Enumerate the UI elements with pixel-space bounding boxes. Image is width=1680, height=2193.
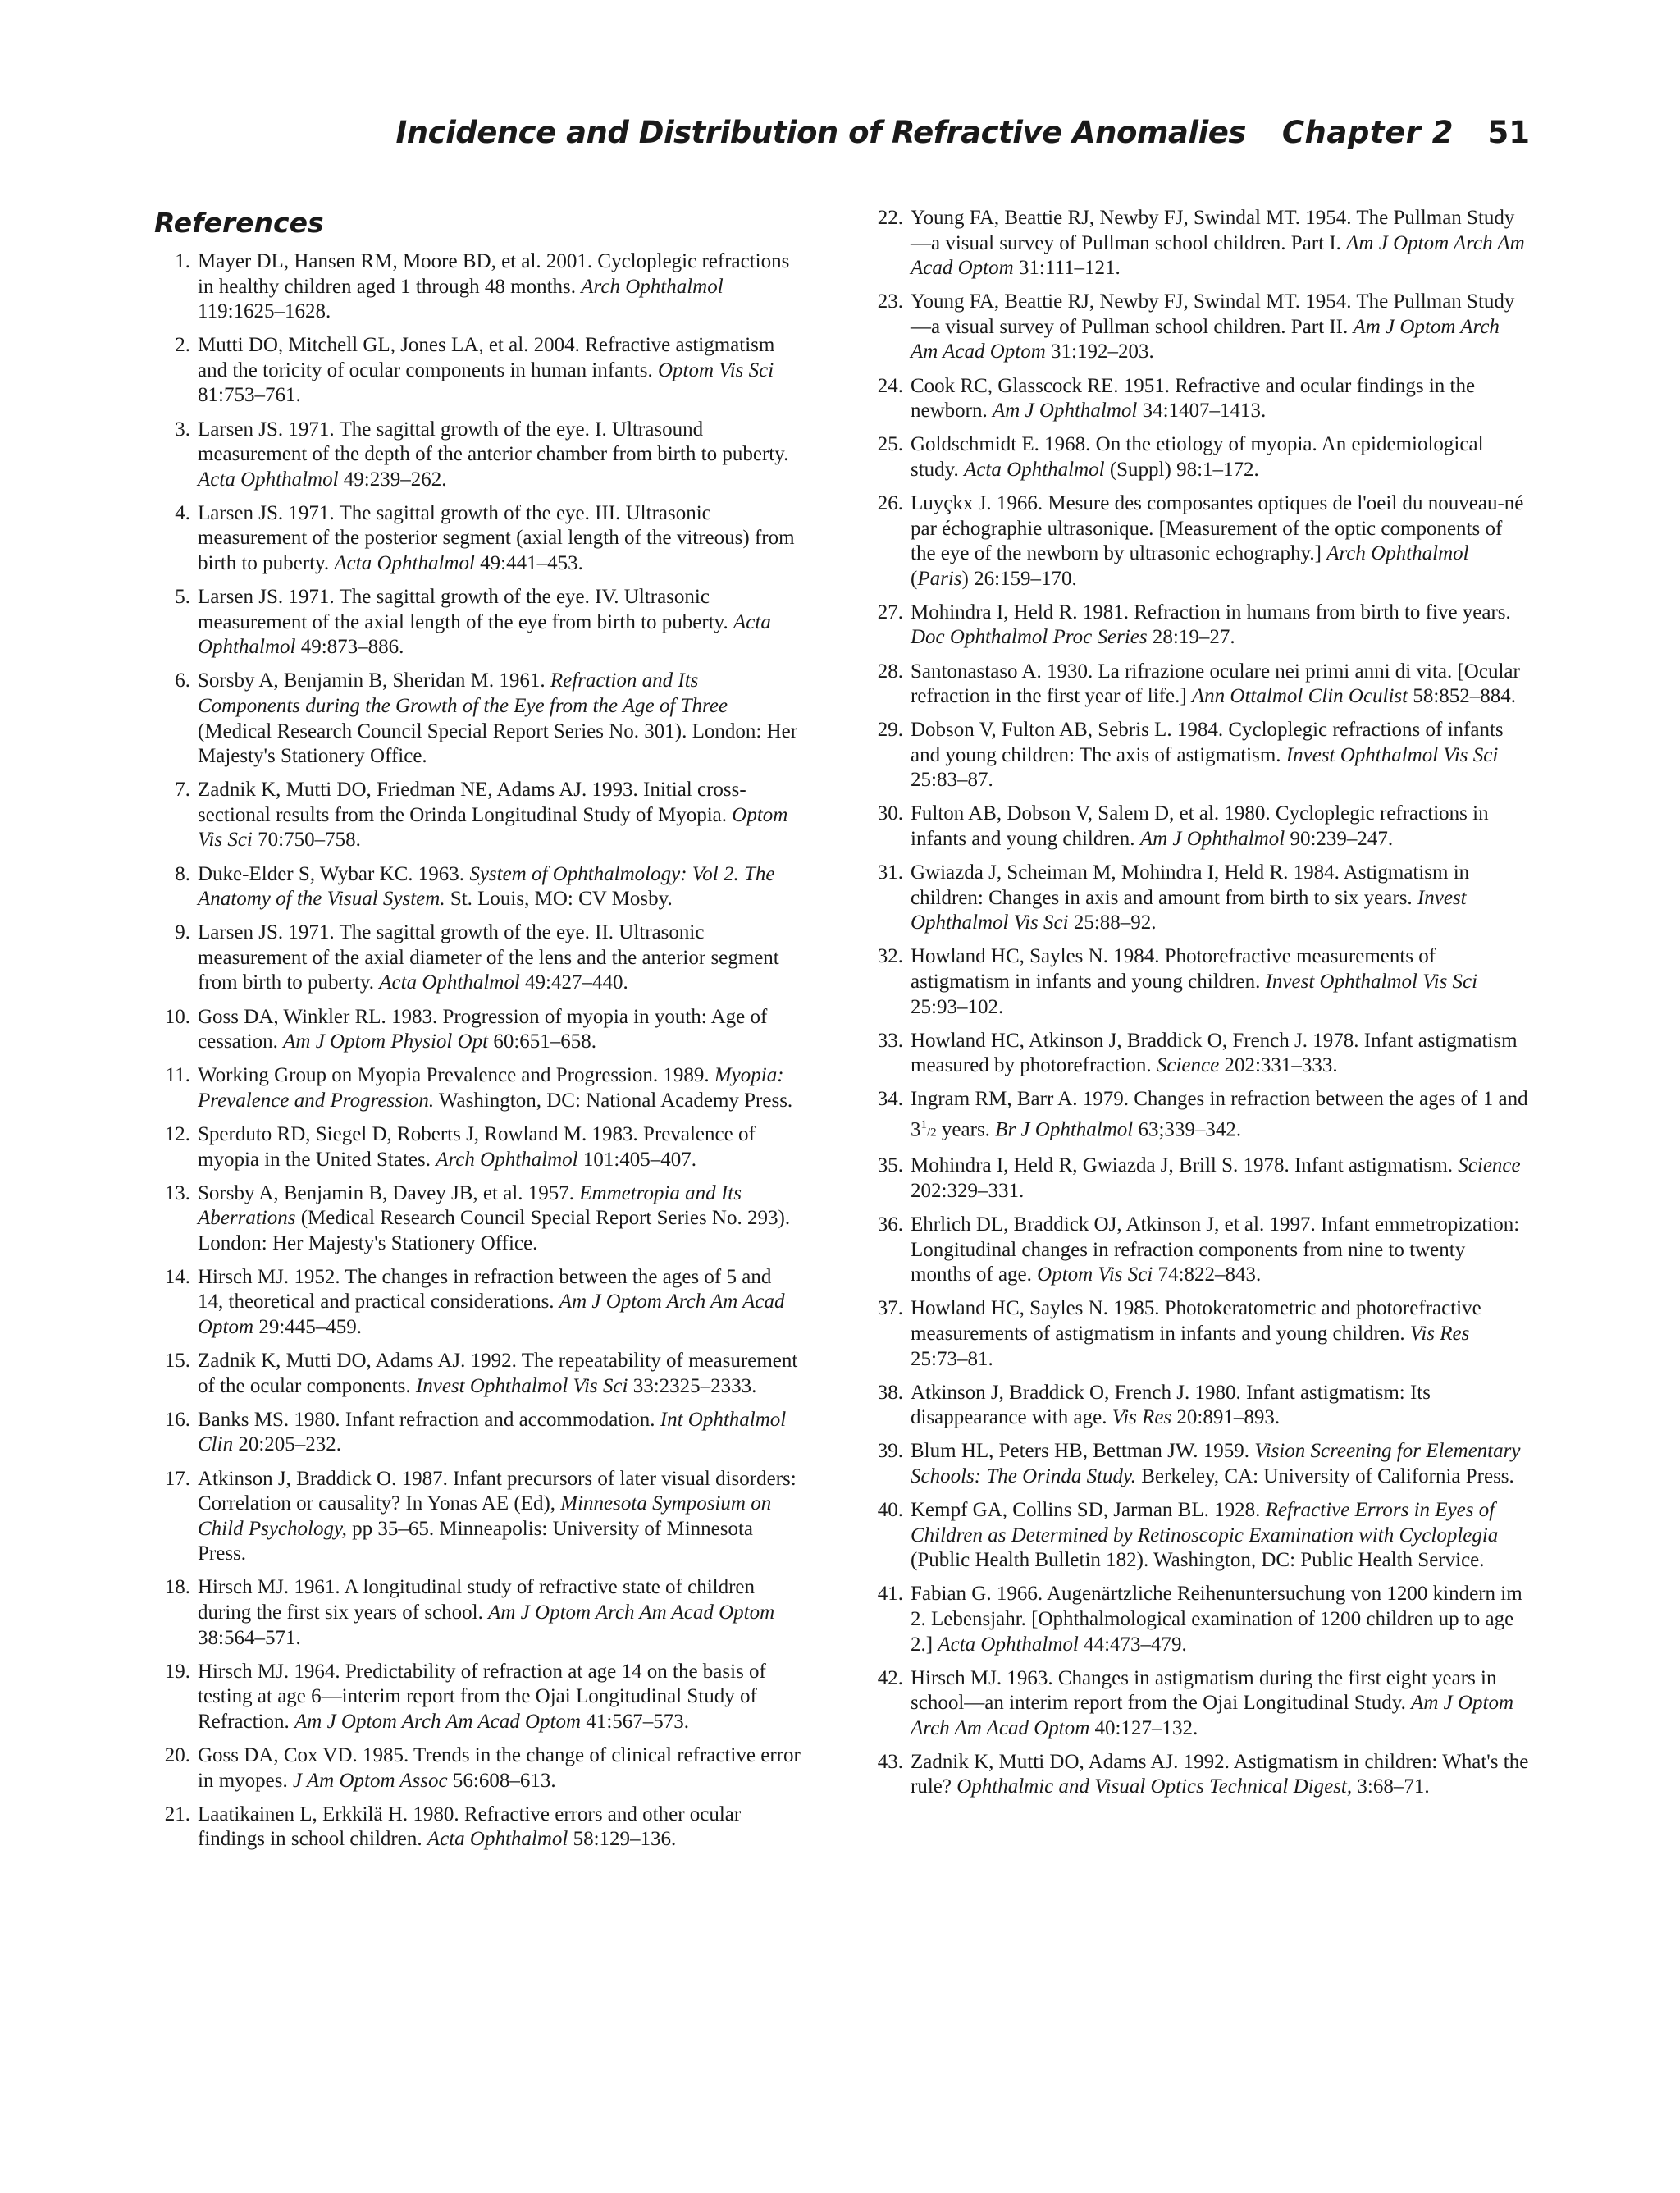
reference-item	[874, 660, 1530, 710]
reference-segment: 63;339–342.	[1133, 1118, 1242, 1141]
reference-segment: Howland HC, Sayles N. 1985. Photokeratometric and photorefractive measurements of astigmatism in infants and young children.	[911, 1297, 1481, 1345]
reference-text	[198, 669, 801, 769]
reference-item	[161, 862, 801, 912]
reference-number: 43.	[877, 1750, 903, 1773]
reference-number: 2.	[175, 334, 190, 357]
reference-segment: Ehrlich DL, Braddick OJ, Atkinson J, et al. 1997. Infant emmetropization: Longitudinal changes in refraction components from nine to twenty months of age.	[911, 1213, 1520, 1286]
reference-source-title: Optom Vis Sci	[1037, 1263, 1153, 1286]
reference-text	[198, 1005, 801, 1055]
reference-segment: 20:891–893.	[1171, 1406, 1281, 1429]
reference-item	[161, 1743, 801, 1793]
reference-source-title: Am J Optom Arch Am Acad Optom	[198, 1291, 785, 1339]
reference-text	[198, 1575, 801, 1651]
reference-segment: 34:1407–1413.	[1137, 400, 1267, 423]
reference-segment: Larsen JS. 1971. The sagittal growth of the eye. IV. Ultrasonic measurement of the axial length of the eye from birth to puberty.	[198, 586, 734, 633]
reference-segment: Hirsch MJ. 1961. A longitudinal study of refractive state of children during the first six years of school.	[198, 1576, 756, 1624]
reference-source-title: Br J Ophthalmol	[995, 1118, 1134, 1141]
reference-segment: years.	[936, 1118, 996, 1141]
reference-number: 26.	[877, 491, 903, 514]
reference-number: 14.	[164, 1265, 190, 1288]
reference-segment: 25:73–81.	[911, 1347, 993, 1370]
reference-item	[874, 290, 1530, 365]
reference-segment: 49:873–886.	[295, 636, 404, 659]
reference-list-right-column	[874, 206, 1530, 1809]
reference-item	[874, 1439, 1530, 1489]
reference-segment: Young FA, Beattie RJ, Newby FJ, Swindal MT. 1954. The Pullman Study—a visual survey of Pullman school children. Part II.	[911, 290, 1515, 338]
reference-segment: Mohindra I, Held R. 1981. Refraction in humans from birth to five years.	[911, 601, 1511, 624]
reference-source-title: Am J Optom Physiol Opt	[283, 1030, 489, 1053]
reference-item	[874, 1296, 1530, 1372]
reference-item	[161, 1408, 801, 1458]
reference-source-title: Am J Optom Arch Am Acad Optom	[294, 1710, 582, 1733]
reference-segment: 119:1625–1628.	[198, 300, 331, 323]
reference-text	[198, 1063, 801, 1113]
reference-number: 6.	[175, 669, 190, 692]
reference-text	[911, 601, 1530, 651]
reference-segment: Berkeley, CA: University of California Press.	[1136, 1464, 1514, 1487]
reference-source-title: Vis Res	[1409, 1322, 1470, 1345]
reference-item	[874, 1087, 1530, 1145]
reference-text	[198, 1265, 801, 1341]
reference-item	[161, 333, 801, 409]
reference-segment: 44:473–479.	[1078, 1633, 1187, 1656]
reference-source-title: Myopia: Prevalence and Progression.	[198, 1064, 784, 1112]
reference-segment: Fabian G. 1966. Augenärtzliche Reihenuntersuchung von 1200 kindern im 2. Lebensjahr. [Ophthalmological examination of 1200 children up to age 2.]	[911, 1583, 1522, 1656]
reference-segment: 38:564–571.	[198, 1626, 301, 1649]
reference-text	[911, 802, 1530, 852]
reference-number: 37.	[877, 1297, 903, 1320]
reference-text	[198, 862, 801, 912]
reference-text	[911, 1296, 1530, 1372]
reference-segment: 28:19–27.	[1147, 626, 1235, 649]
reference-item	[161, 1467, 801, 1567]
reference-text	[198, 1743, 801, 1793]
reference-item	[161, 778, 801, 853]
reference-text	[198, 418, 801, 493]
reference-segment: (Medical Research Council Special Report Series No. 293). London: Her Majesty's Stationery Office.	[198, 1207, 791, 1254]
reference-number: 4.	[175, 501, 190, 524]
reference-text	[911, 374, 1530, 424]
reference-segment: Ingram RM, Barr A. 1979. Changes in refraction between the ages of 1 and 3	[911, 1088, 1528, 1141]
reference-number: 22.	[877, 207, 903, 229]
reference-text	[198, 921, 801, 996]
reference-segment: 3:68–71.	[1352, 1775, 1430, 1798]
reference-item	[874, 861, 1530, 936]
reference-segment: 25:88–92.	[1068, 911, 1157, 934]
reference-segment: 31:192–203.	[1045, 340, 1154, 363]
reference-source-title: Arch Ophthalmol	[436, 1148, 578, 1171]
reference-segment: Sorsby A, Benjamin B, Davey JB, et al. 1957.	[198, 1181, 580, 1204]
reference-segment: (Medical Research Council Special Report Series No. 301). London: Her Majesty's Stationery Office.	[198, 720, 798, 768]
reference-segment: ) 26:159–170.	[961, 567, 1077, 590]
reference-item	[874, 1213, 1530, 1288]
reference-segment: Goldschmidt E. 1968. On the etiology of myopia. An epidemiological study.	[911, 433, 1484, 481]
reference-source-title: Minnesota Symposium on Child Psychology,	[198, 1492, 772, 1540]
reference-segment: Sperduto RD, Siegel D, Roberts J, Rowland M. 1983. Prevalence of myopia in the United States.	[198, 1122, 756, 1171]
reference-item	[874, 1029, 1530, 1079]
reference-number: 9.	[175, 921, 190, 944]
reference-number: 1.	[175, 250, 190, 272]
reference-segment: Kempf GA, Collins SD, Jarman BL. 1928.	[911, 1499, 1266, 1522]
reference-number: 25.	[877, 433, 903, 456]
reference-number: 20.	[164, 1743, 190, 1766]
reference-source-title: Acta Ophthalmol	[427, 1828, 568, 1851]
reference-segment: (Suppl) 98:1–172.	[1104, 458, 1259, 481]
reference-segment: 70:750–758.	[252, 829, 361, 852]
reference-source-title: Acta Ophthalmol	[198, 610, 771, 659]
reference-segment: Gwiazda J, Scheiman M, Mohindra I, Held R. 1984. Astigmatism in children: Changes in axis and amount from birth to six years.	[911, 861, 1470, 909]
reference-number: 29.	[877, 719, 903, 742]
reference-source-title: Paris	[917, 567, 962, 590]
reference-number: 16.	[164, 1408, 190, 1431]
reference-number: 35.	[877, 1154, 903, 1177]
reference-text	[911, 1750, 1530, 1800]
reference-segment: Goss DA, Winkler RL. 1983. Progression of myopia in youth: Age of cessation.	[198, 1005, 768, 1053]
reference-number: 32.	[877, 945, 903, 968]
reference-source-title: Acta Ophthalmol	[938, 1633, 1079, 1656]
reference-item	[874, 1498, 1530, 1574]
reference-text	[198, 1122, 801, 1172]
reference-text	[198, 1349, 801, 1399]
reference-item	[874, 432, 1530, 482]
reference-item	[161, 669, 801, 769]
reference-segment: 25:83–87.	[911, 769, 993, 792]
reference-item	[874, 601, 1530, 651]
reference-source-title: Science	[1458, 1154, 1521, 1177]
reference-text	[911, 1498, 1530, 1574]
reference-number: 40.	[877, 1499, 903, 1522]
reference-number: 27.	[877, 601, 903, 624]
reference-segment: Larsen JS. 1971. The sagittal growth of the eye. II. Ultrasonic measurement of the axial diameter of the lens and the anterior segment from birth to puberty.	[198, 921, 779, 994]
reference-source-title: Invest Ophthalmol Vis Sci	[1285, 743, 1499, 766]
reference-source-title: Refraction and Its Components during the Growth of the Eye from the Age of Three	[198, 669, 728, 717]
reference-segment: 33:2325–2333.	[628, 1374, 757, 1397]
reference-number: 19.	[164, 1660, 190, 1683]
reference-item	[161, 921, 801, 996]
references-heading: References	[154, 207, 324, 239]
reference-segment: 25:93–102.	[911, 995, 1004, 1018]
reference-segment: Fulton AB, Dobson V, Salem D, et al. 1980. Cycloplegic refractions in infants and young children.	[911, 802, 1489, 851]
running-head	[0, 115, 1532, 150]
reference-segment: Goss DA, Cox VD. 1985. Trends in the change of clinical refractive error in myopes.	[198, 1743, 801, 1792]
reference-segment: Zadnik K, Mutti DO, Adams AJ. 1992. Astigmatism in children: What's the rule?	[911, 1750, 1529, 1798]
reference-item	[874, 1381, 1530, 1431]
reference-text	[911, 1381, 1530, 1431]
reference-item	[161, 1122, 801, 1172]
reference-number: 28.	[877, 660, 903, 683]
reference-segment: 20:205–232.	[233, 1433, 342, 1456]
reference-text	[198, 1467, 801, 1567]
reference-segment: 81:753–761.	[198, 384, 301, 407]
reference-source-title: Am J Optom Arch Am Acad Optom	[911, 1692, 1514, 1739]
reference-item	[161, 249, 801, 325]
reference-segment: 40:127–132.	[1089, 1716, 1198, 1739]
reference-text	[911, 1439, 1530, 1489]
reference-text	[911, 1154, 1530, 1204]
reference-number: 5.	[175, 586, 190, 609]
reference-segment: Zadnik K, Mutti DO, Friedman NE, Adams AJ. 1993. Initial cross-sectional results from the Orinda Longitudinal Study of Myopia.	[198, 779, 746, 826]
reference-segment: 202:329–331.	[911, 1180, 1025, 1203]
reference-item	[161, 418, 801, 493]
reference-source-title: Am J Ophthalmol	[992, 400, 1138, 423]
reference-number: 33.	[877, 1029, 903, 1052]
reference-segment: 60:651–658.	[488, 1030, 597, 1053]
reference-segment: Laatikainen L, Erkkilä H. 1980. Refractive errors and other ocular findings in school children.	[198, 1802, 742, 1851]
reference-source-title: Am J Ophthalmol	[1139, 828, 1285, 851]
reference-segment: 49:441–453.	[474, 552, 583, 575]
reference-segment: Blum HL, Peters HB, Bettman JW. 1959.	[911, 1440, 1255, 1463]
reference-segment: 90:239–247.	[1285, 828, 1394, 851]
reference-source-title: Arch Ophthalmol	[1326, 542, 1469, 565]
reference-segment: Working Group on Myopia Prevalence and Progression. 1989.	[198, 1064, 714, 1087]
reference-source-title: Vision Screening for Elementary Schools: The Orinda Study.	[911, 1440, 1521, 1487]
reference-item	[874, 1750, 1530, 1800]
reference-text	[911, 660, 1530, 710]
reference-item	[161, 1005, 801, 1055]
reference-text	[911, 944, 1530, 1020]
reference-segment: Mayer DL, Hansen RM, Moore BD, et al. 2001. Cycloplegic refractions in healthy children aged 1 through 48 months.	[198, 250, 790, 298]
reference-text	[198, 1181, 801, 1257]
chapter-label: Chapter 2	[1281, 115, 1454, 150]
reference-segment: 74:822–843.	[1153, 1263, 1262, 1286]
reference-segment: Atkinson J, Braddick O. 1987. Infant precursors of later visual disorders: Correlation or causality? In Yonas AE (Ed),	[198, 1467, 797, 1515]
reference-segment: 58:852–884.	[1408, 685, 1517, 708]
reference-segment: Sorsby A, Benjamin B, Sheridan M. 1961.	[198, 669, 550, 692]
reference-source-title: Ann Ottalmol Clin Oculist	[1191, 685, 1408, 708]
reference-segment: pp 35–65. Minneapolis: University of Minnesota Press.	[198, 1517, 754, 1565]
reference-segment: Hirsch MJ. 1964. Predictability of refraction at age 14 on the basis of testing at age 6—interim report from the Ojai Longitudinal Study of Refraction.	[198, 1660, 766, 1733]
reference-item	[161, 1575, 801, 1651]
reference-item	[874, 1154, 1530, 1204]
reference-item	[161, 1660, 801, 1735]
reference-segment: Santonastaso A. 1930. La rifrazione oculare nei primi anni di vita. [Ocular refraction in the first year of life.]	[911, 660, 1520, 708]
reference-item	[874, 1666, 1530, 1742]
reference-segment: (	[911, 567, 918, 590]
reference-segment: 49:427–440.	[519, 971, 628, 994]
reference-segment: Hirsch MJ. 1952. The changes in refraction between the ages of 5 and 14, theoretical and practical considerations.	[198, 1265, 772, 1314]
reference-segment: Cook RC, Glasscock RE. 1951. Refractive and ocular findings in the newborn.	[911, 374, 1476, 423]
reference-source-title: Doc Ophthalmol Proc Series	[911, 626, 1148, 649]
reference-source-title: Am J Optom Arch Am Acad Optom	[911, 315, 1500, 363]
reference-number: 42.	[877, 1666, 903, 1689]
reference-text	[198, 249, 801, 325]
reference-source-title: Refractive Errors in Eyes of Children as Determined by Retinoscopic Examination with Cycloplegia	[911, 1499, 1499, 1547]
reference-text	[911, 1029, 1530, 1079]
reference-segment: St. Louis, MO: CV Mosby.	[445, 888, 673, 911]
reference-text	[911, 1582, 1530, 1657]
reference-segment: Howland HC, Sayles N. 1984. Photorefractive measurements of astigmatism in infants and young children.	[911, 945, 1436, 994]
reference-number: 17.	[164, 1467, 190, 1490]
reference-number: 31.	[877, 861, 903, 884]
reference-segment: 101:405–407.	[578, 1148, 697, 1171]
reference-source-title: Am J Optom Arch Am Acad Optom	[911, 231, 1525, 280]
reference-text	[911, 861, 1530, 936]
reference-item	[874, 718, 1530, 793]
reference-text	[198, 1660, 801, 1735]
reference-segment: Atkinson J, Braddick O, French J. 1980. Infant astigmatism: Its disappearance with age.	[911, 1381, 1431, 1429]
reference-source-title: J Am Optom Assoc	[292, 1769, 448, 1792]
reference-item	[161, 1349, 801, 1399]
reference-number: 13.	[164, 1181, 190, 1204]
page-number: 51	[1487, 115, 1530, 150]
reference-source-title: Vis Res	[1112, 1406, 1172, 1429]
reference-segment: Young FA, Beattie RJ, Newby FJ, Swindal MT. 1954. The Pullman Study—a visual survey of Pullman school children. Part I.	[911, 207, 1515, 254]
reference-segment: Washington, DC: National Academy Press.	[434, 1089, 793, 1112]
reference-text	[198, 585, 801, 660]
reference-item	[161, 1265, 801, 1341]
reference-source-title: Invest Ophthalmol Vis Sci	[1265, 971, 1478, 994]
reference-segment: 41:567–573.	[581, 1710, 690, 1733]
reference-text	[198, 501, 801, 577]
reference-segment: 56:608–613.	[447, 1769, 556, 1792]
reference-text	[198, 1802, 801, 1853]
reference-number: 30.	[877, 802, 903, 825]
reference-source-title: Am J Optom Arch Am Acad Optom	[488, 1601, 775, 1624]
reference-number: 10.	[164, 1005, 190, 1028]
reference-segment: Howland HC, Atkinson J, Braddick O, French J. 1978. Infant astigmatism measured by photorefraction.	[911, 1029, 1518, 1077]
reference-text	[198, 778, 801, 853]
reference-segment: (Public Health Bulletin 182). Washington, DC: Public Health Service.	[911, 1549, 1485, 1572]
reference-segment: Larsen JS. 1971. The sagittal growth of the eye. III. Ultrasonic measurement of the posterior segment (axial length of the vitreous) from birth to puberty.	[198, 501, 795, 575]
reference-number: 3.	[175, 418, 190, 441]
reference-source-title: Invest Ophthalmol Vis Sci	[415, 1374, 628, 1397]
reference-source-title: Optom Vis Sci	[657, 359, 774, 381]
reference-item	[161, 501, 801, 577]
reference-segment: Duke-Elder S, Wybar KC. 1963.	[198, 862, 470, 885]
reference-text	[198, 333, 801, 409]
reference-segment: 202:331–333.	[1219, 1054, 1338, 1077]
reference-item	[874, 944, 1530, 1020]
reference-number: 38.	[877, 1381, 903, 1404]
reference-item	[874, 374, 1530, 424]
reference-text	[911, 432, 1530, 482]
reference-number: 15.	[164, 1350, 190, 1373]
reference-number: 41.	[877, 1583, 903, 1606]
reference-number: 24.	[877, 374, 903, 397]
reference-source-title: Invest Ophthalmol Vis Sci	[911, 886, 1467, 934]
reference-source-title: Acta Ophthalmol	[334, 552, 475, 575]
reference-source-title: Int Ophthalmol Clin	[198, 1408, 787, 1456]
reference-text	[198, 1408, 801, 1458]
reference-item	[874, 1582, 1530, 1657]
reference-segment: Larsen JS. 1971. The sagittal growth of the eye. I. Ultrasound measurement of the depth of the anterior chamber from birth to puberty.	[198, 418, 789, 466]
fraction-denominator: /2	[927, 1126, 937, 1140]
reference-number: 18.	[164, 1576, 190, 1599]
reference-item	[874, 206, 1530, 281]
reference-item	[161, 585, 801, 660]
reference-number: 7.	[175, 779, 190, 802]
running-title: Incidence and Distribution of Refractive Anomalies	[395, 115, 1246, 150]
reference-segment: Mutti DO, Mitchell GL, Jones LA, et al. 2004. Refractive astigmatism and the toricity of ocular components in human infants.	[198, 334, 775, 381]
reference-text	[911, 206, 1530, 281]
reference-segment: 29:445–459.	[253, 1316, 363, 1339]
reference-segment: Banks MS. 1980. Infant refraction and accommodation.	[198, 1408, 660, 1431]
reference-item	[161, 1063, 801, 1113]
reference-source-title: System of Ophthalmology: Vol 2. The Anatomy of the Visual System.	[198, 862, 775, 911]
reference-item	[874, 491, 1530, 592]
reference-number: 34.	[877, 1088, 903, 1111]
reference-text	[911, 290, 1530, 365]
reference-number: 21.	[164, 1802, 190, 1825]
reference-text	[911, 1666, 1530, 1742]
reference-segment: Dobson V, Fulton AB, Sebris L. 1984. Cycloplegic refractions of infants and young children: The axis of astigmatism.	[911, 719, 1504, 766]
reference-text	[911, 491, 1530, 592]
reference-source-title: Arch Ophthalmol	[581, 275, 724, 298]
reference-source-title: Optom Vis Sci	[198, 803, 788, 852]
reference-segment: 31:111–121.	[1013, 257, 1121, 280]
reference-number: 39.	[877, 1440, 903, 1463]
reference-list-left-column	[161, 249, 801, 1861]
reference-source-title: Ophthalmic and Visual Optics Technical Digest,	[956, 1775, 1353, 1798]
reference-number: 23.	[877, 290, 903, 313]
reference-source-title: Acta Ophthalmol	[379, 971, 520, 994]
reference-source-title: Acta Ophthalmol	[964, 458, 1105, 481]
reference-source-title: Emmetropia and Its Aberrations	[198, 1181, 742, 1230]
reference-number: 8.	[175, 862, 190, 885]
reference-segment: Luyçkx J. 1966. Mesure des composantes optiques de l'oeil du nouveau-né par échographie ultrasonique. [Measurement of the optic components of the eye of the newborn by ultrasonic echography.]	[911, 491, 1524, 565]
reference-segment: Mohindra I, Held R, Gwiazda J, Brill S. 1978. Infant astigmatism.	[911, 1154, 1459, 1177]
reference-segment: 58:129–136.	[568, 1828, 677, 1851]
reference-item	[874, 802, 1530, 852]
reference-source-title: Science	[1156, 1054, 1220, 1077]
reference-item	[161, 1181, 801, 1257]
reference-segment: Zadnik K, Mutti DO, Adams AJ. 1992. The repeatability of measurement of the ocular components.	[198, 1350, 798, 1397]
reference-number: 11.	[165, 1064, 190, 1087]
reference-text	[911, 1213, 1530, 1288]
reference-text	[911, 1087, 1530, 1145]
reference-number: 12.	[164, 1122, 190, 1145]
reference-item	[161, 1802, 801, 1853]
reference-source-title: Acta Ophthalmol	[198, 468, 339, 491]
reference-segment: Hirsch MJ. 1963. Changes in astigmatism during the first eight years in school—an interim report from the Ojai Longitudinal Study.	[911, 1666, 1497, 1715]
reference-segment: 49:239–262.	[338, 468, 447, 491]
reference-text	[911, 718, 1530, 793]
reference-number: 36.	[877, 1213, 903, 1236]
fraction-numerator: 1	[920, 1118, 927, 1131]
